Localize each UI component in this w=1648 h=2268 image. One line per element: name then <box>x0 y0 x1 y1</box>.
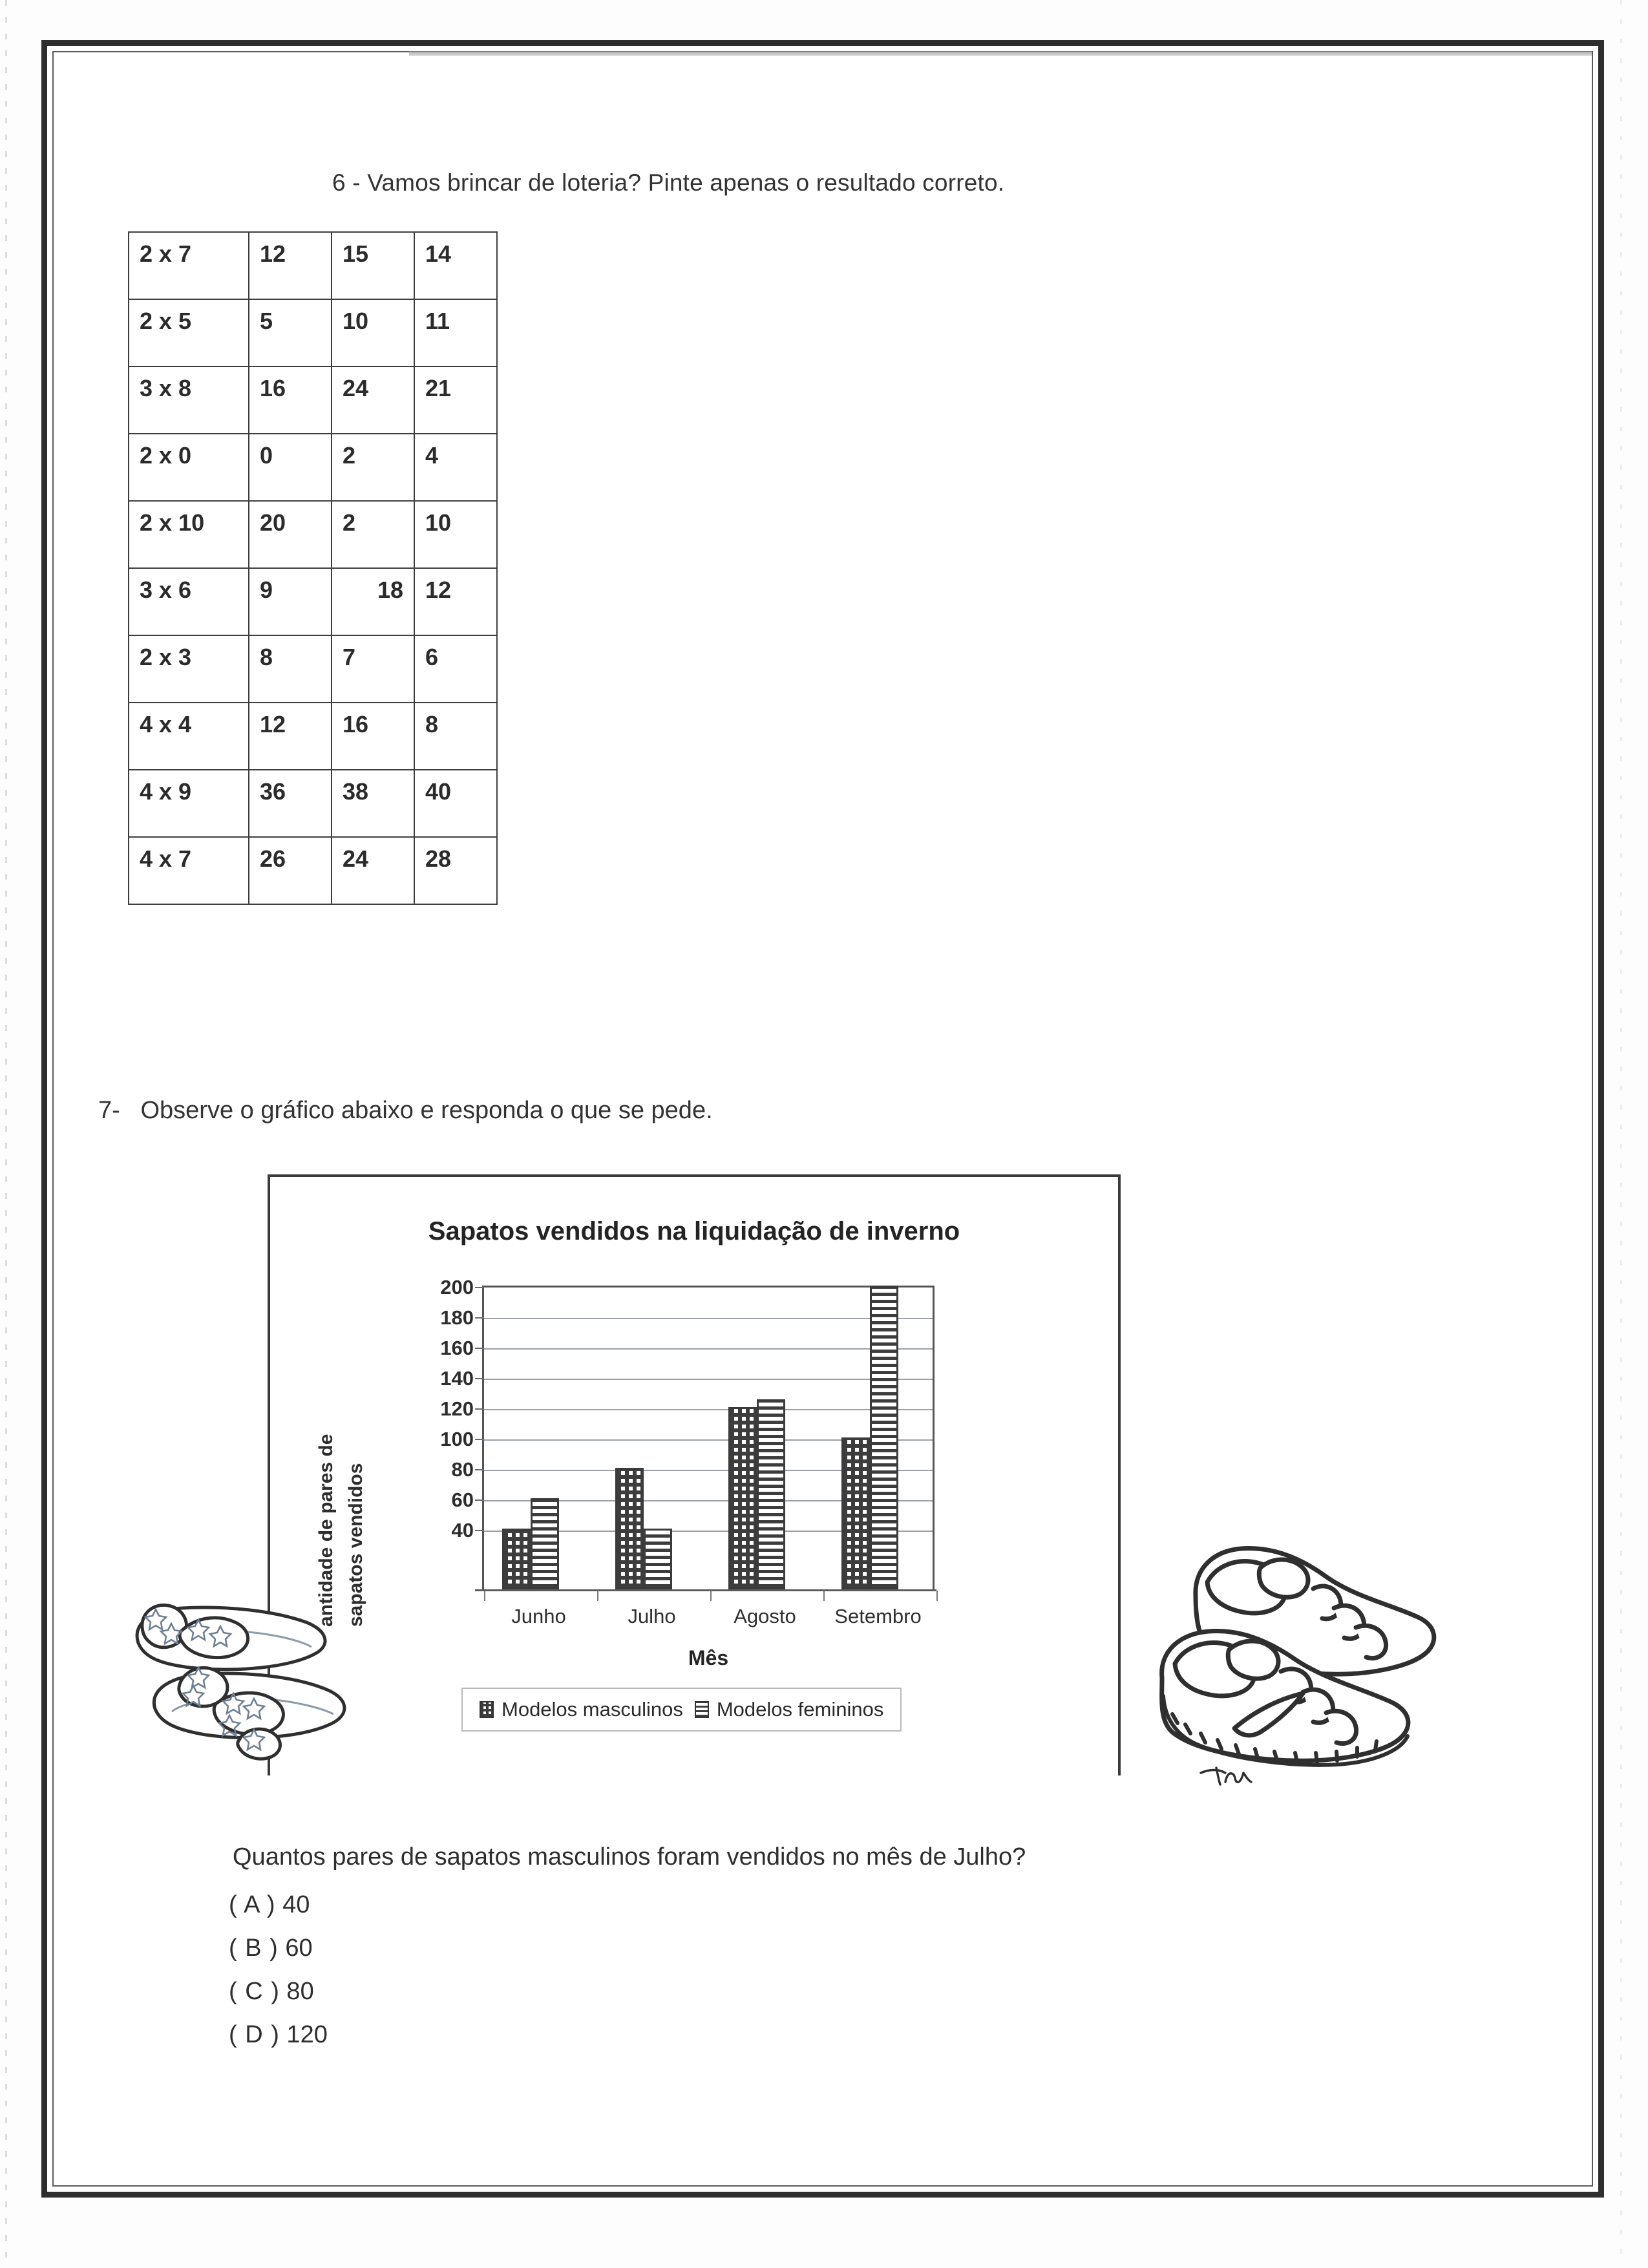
x-axis-category-label: Agosto <box>734 1605 796 1627</box>
answer-options-list <box>229 1883 328 2057</box>
bar-femininos <box>644 1529 672 1589</box>
table-row <box>129 299 497 366</box>
chart-container <box>268 1174 1121 1775</box>
x-axis-tick <box>936 1591 938 1601</box>
legend-swatch-femininos <box>695 1701 709 1718</box>
question-7-heading <box>98 1097 713 1125</box>
x-axis-tick <box>823 1591 825 1601</box>
legend-label: Modelos masculinos <box>502 1698 683 1721</box>
bar-femininos <box>870 1286 898 1589</box>
y-axis-tick-label: 40 <box>451 1519 474 1542</box>
table-row <box>129 366 497 434</box>
answer-choice-cell[interactable]: 14 <box>414 232 497 299</box>
answer-choice-cell[interactable]: 16 <box>332 703 414 770</box>
answer-choice-cell[interactable]: 4 <box>414 434 497 501</box>
answer-choice-cell[interactable]: 36 <box>249 770 332 837</box>
answer-option[interactable] <box>229 1927 328 1970</box>
answer-option[interactable] <box>229 1970 328 2013</box>
answer-choice-cell[interactable]: 8 <box>414 703 497 770</box>
y-axis-tick-label: 140 <box>440 1367 474 1390</box>
sneakers-illustration <box>1140 1520 1450 1798</box>
answer-choice-cell[interactable]: 18 <box>332 568 414 635</box>
operation-cell: 2 x 3 <box>129 635 249 703</box>
answer-choice-cell[interactable]: 21 <box>414 366 497 434</box>
chart-legend <box>461 1688 902 1732</box>
y-axis-tick-mark <box>475 1378 484 1379</box>
table-row <box>129 501 497 568</box>
answer-choice-cell[interactable]: 20 <box>249 501 332 568</box>
answer-choice-cell[interactable]: 6 <box>414 635 497 703</box>
bar-group <box>728 1399 785 1589</box>
answer-option[interactable] <box>229 1883 328 1927</box>
answer-choice-cell[interactable]: 15 <box>332 232 414 299</box>
y-axis-tick-label: 160 <box>440 1337 474 1359</box>
legend-swatch-masculinos <box>480 1701 494 1718</box>
answer-choice-cell[interactable]: 2 <box>332 501 414 568</box>
bar-masculinos <box>502 1529 531 1589</box>
worksheet-content <box>41 40 1604 2198</box>
answer-choice-cell[interactable]: 12 <box>249 703 332 770</box>
artist-signature-mark <box>1197 1763 1255 1788</box>
answer-option-value: 120 <box>279 2021 328 2048</box>
y-axis-tick-mark <box>475 1530 484 1531</box>
y-axis-tick-label: 180 <box>440 1306 474 1329</box>
operation-cell: 4 x 7 <box>129 837 249 904</box>
question-7-prompt: Quantos pares de sapatos masculinos foram vendidos no mês de Julho? <box>233 1843 1026 1871</box>
answer-choice-cell[interactable]: 5 <box>249 299 332 366</box>
plot-area <box>440 1276 935 1589</box>
answer-option-letter: ( B ) <box>229 1934 279 1962</box>
answer-choice-cell[interactable]: 24 <box>332 837 414 904</box>
chart-title: Sapatos vendidos na liquidação de inverno <box>428 1217 960 1245</box>
y-axis-tick-mark <box>475 1317 484 1319</box>
answer-choice-cell[interactable]: 24 <box>332 366 414 434</box>
answer-option-letter: ( D ) <box>229 2021 280 2048</box>
answer-choice-cell[interactable]: 10 <box>332 299 414 366</box>
y-axis-tick-label: 100 <box>440 1428 474 1450</box>
lottery-table <box>128 231 498 905</box>
bar-group <box>502 1498 559 1589</box>
answer-choice-cell[interactable]: 12 <box>414 568 497 635</box>
bar-masculinos <box>841 1437 870 1589</box>
table-row <box>129 568 497 635</box>
bar-femininos <box>757 1399 785 1589</box>
y-axis-tick-label: 200 <box>440 1276 474 1298</box>
answer-option-value: 80 <box>279 1978 314 2005</box>
y-axis-tick-label: 80 <box>451 1458 474 1481</box>
table-row <box>129 635 497 703</box>
y-axis-tick-label: 120 <box>440 1397 474 1420</box>
bar-masculinos <box>615 1468 644 1589</box>
x-axis-tick <box>710 1591 712 1601</box>
y-axis-tick-mark <box>475 1408 484 1410</box>
x-axis-tick <box>597 1591 598 1601</box>
answer-option-letter: ( C ) <box>229 1978 280 2005</box>
y-axis-tick-mark <box>475 1500 484 1501</box>
answer-choice-cell[interactable]: 2 <box>332 434 414 501</box>
question-7-heading-text: Observe o gráfico abaixo e responda o que se pede. <box>140 1097 713 1124</box>
y-axis-tick-label: 60 <box>451 1489 474 1511</box>
answer-choice-cell[interactable]: 12 <box>249 232 332 299</box>
answer-choice-cell[interactable]: 28 <box>414 837 497 904</box>
answer-choice-cell[interactable]: 10 <box>414 501 497 568</box>
answer-choice-cell[interactable]: 7 <box>332 635 414 703</box>
x-axis-category-label: Setembro <box>834 1605 922 1627</box>
table-row <box>129 770 497 837</box>
y-axis-tick-mark <box>475 1439 484 1440</box>
y-axis-title-line-1: antidade de pares de <box>315 1434 337 1627</box>
x-axis-line <box>475 1589 936 1591</box>
answer-choice-cell[interactable]: 40 <box>414 770 497 837</box>
y-axis-tick-mark <box>475 1287 484 1288</box>
operation-cell: 4 x 9 <box>129 770 249 837</box>
table-row <box>129 703 497 770</box>
answer-choice-cell[interactable]: 38 <box>332 770 414 837</box>
bar-group <box>841 1286 898 1589</box>
scan-edge-left <box>5 0 7 2268</box>
operation-cell: 2 x 5 <box>129 299 249 366</box>
answer-option-letter: ( A ) <box>229 1891 276 1918</box>
answer-option-value: 60 <box>278 1934 313 1962</box>
womens-slippers-illustration <box>112 1546 358 1772</box>
answer-choice-cell[interactable]: 26 <box>249 837 332 904</box>
answer-choice-cell[interactable]: 8 <box>249 635 332 703</box>
operation-cell: 3 x 8 <box>129 366 249 434</box>
bar-femininos <box>531 1498 559 1589</box>
table-row <box>129 232 497 299</box>
legend-label: Modelos femininos <box>716 1698 884 1721</box>
x-axis-title: Mês <box>688 1646 729 1669</box>
y-axis-tick-mark <box>475 1469 484 1470</box>
operation-cell: 2 x 10 <box>129 501 249 568</box>
x-axis-category-label: Junho <box>511 1605 566 1627</box>
answer-choice-cell[interactable]: 9 <box>249 568 332 635</box>
legend-item <box>480 1698 683 1721</box>
bar-masculinos <box>728 1407 757 1589</box>
table-row <box>129 837 497 904</box>
x-axis-category-label: Julho <box>628 1605 676 1627</box>
scan-edge-right <box>1620 0 1622 2268</box>
question-6-heading: 6 - Vamos brincar de loteria? Pinte apenas o resultado correto. <box>332 169 1005 196</box>
answer-option-value: 40 <box>275 1891 310 1918</box>
answer-choice-cell[interactable]: 11 <box>414 299 497 366</box>
x-axis-tick <box>484 1591 485 1601</box>
y-axis-title-line-2: sapatos vendidos <box>345 1463 366 1627</box>
answer-option[interactable] <box>229 2013 328 2057</box>
answer-choice-cell[interactable]: 16 <box>249 366 332 434</box>
answer-choice-cell[interactable]: 0 <box>249 434 332 501</box>
question-7-number: 7- <box>98 1097 120 1124</box>
operation-cell: 2 x 0 <box>129 434 249 501</box>
operation-cell: 4 x 4 <box>129 703 249 770</box>
operation-cell: 2 x 7 <box>129 232 249 299</box>
y-axis-tick-mark <box>475 1348 484 1349</box>
bar-group <box>615 1468 672 1589</box>
table-row <box>129 434 497 501</box>
legend-item <box>695 1698 883 1721</box>
operation-cell: 3 x 6 <box>129 568 249 635</box>
